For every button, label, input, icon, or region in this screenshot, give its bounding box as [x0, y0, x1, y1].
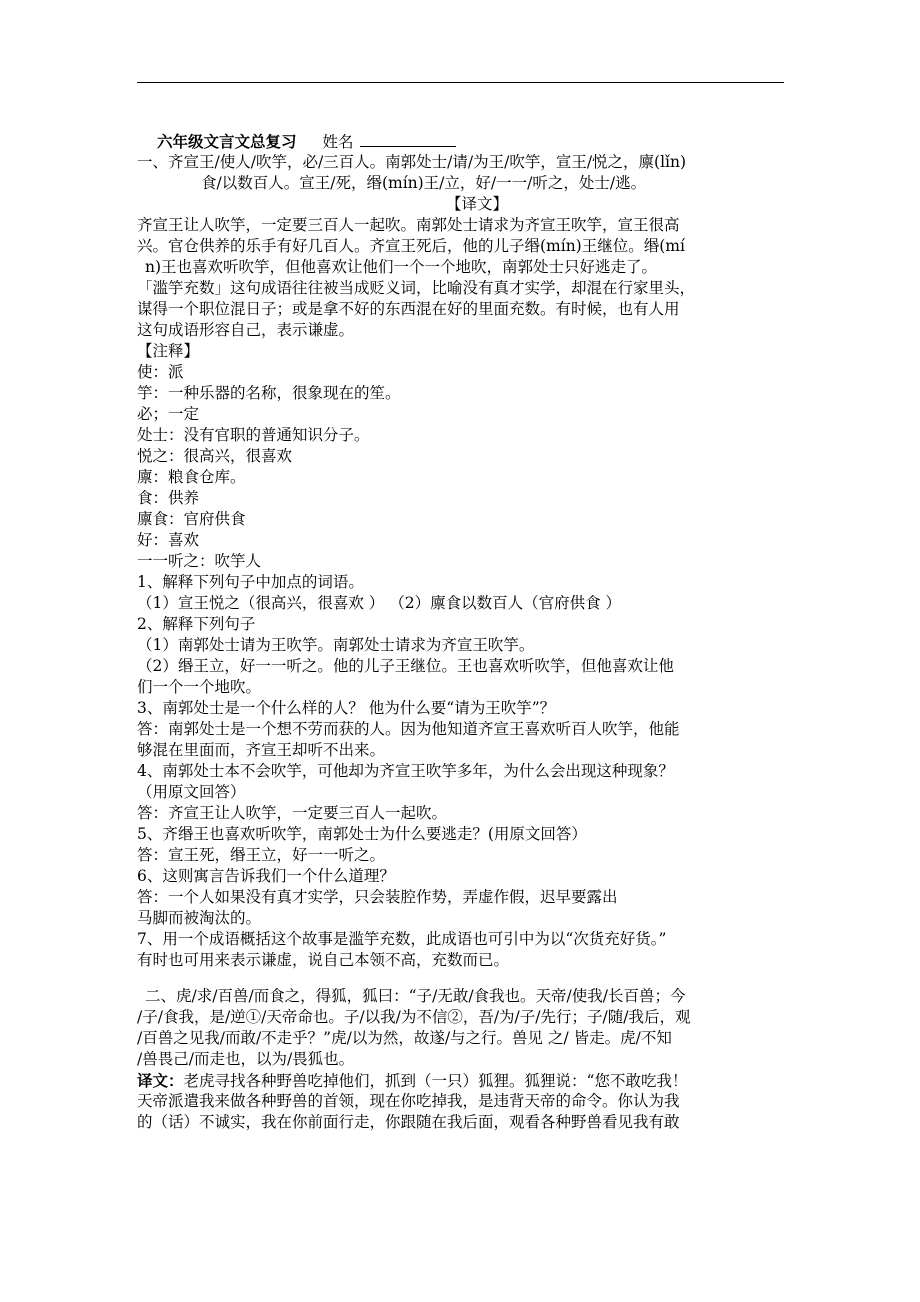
name-label: 姓名	[322, 133, 354, 151]
title-text: 六年级文言文总复习	[157, 132, 297, 151]
qa-line: （1）宣王悦之（很高兴，很喜欢 ） （2）廪食以数百人（官府供食 ）	[137, 594, 622, 612]
note-item: 竽：一种乐器的名称，很象现在的笙。	[137, 384, 401, 402]
translation-line: n)王也喜欢听吹竽，但他喜欢让他们一个一个地吹，南郭处士只好逃走了。	[145, 258, 658, 276]
notes-heading: 【注释】	[137, 342, 200, 360]
qa-line: 6、这则寓言告诉我们一个什么道理？	[137, 867, 395, 885]
qa-line: 答：一个人如果没有真才实学，只会装腔作势，弄虚作假，迟早要露出	[137, 888, 618, 906]
section1-text-line-2: 食/以数百人。宣王/死，缗(mín)王/立，好/一一/听之，处士/逃。	[201, 174, 647, 192]
note-item: 处士：没有官职的普通知识分子。	[137, 426, 370, 444]
note-item: 好：喜欢	[137, 531, 200, 549]
section-gap	[137, 971, 787, 986]
section2-text-line: /兽畏己/而走也，以为/畏狐也。	[137, 1050, 355, 1068]
translation-line: 「滥竽充数」这句成语往往被当成贬义词，比喻没有真才实学，却混在行家里头，	[137, 279, 696, 297]
qa-line: 们一个一个地吹。	[137, 678, 262, 696]
translation-heading: 【译文】	[445, 195, 508, 213]
note-item: 使：派	[137, 363, 184, 381]
qa-line: 7、用一个成语概括这个故事是滥竽充数，此成语也可引中为以“次货充好货。”	[137, 930, 667, 948]
section2-translation-line: 的（话）不诚实，我在你前面行走，你跟随在我后面，观看各种野兽看见我有敢	[137, 1113, 680, 1131]
qa-line: 1、解释下列句子中加点的词语。	[137, 573, 364, 591]
translation-line: 齐宣王让人吹竽，一定要三百人一起吹。南郭处士请求为齐宣王吹竽，宣王很高	[137, 216, 680, 234]
qa-line: （1）南郭处士请为王吹竽。南郭处士请求为齐宣王吹竽。	[137, 636, 535, 654]
section2-text-line: /子/食我，是/逆①/天帝命也。子/以我/为不信②，吾/为/子/先行；子/随/我后，观	[137, 1008, 691, 1026]
section2-translation-text: 老虎寻找各种野兽吃掉他们，抓到（一只）狐狸。狐狸说：“您不敢吃我！	[183, 1072, 688, 1090]
name-blank	[360, 132, 456, 147]
qa-line: 有时也可用来表示谦虚，说自己本领不高，充数而已。	[137, 951, 510, 969]
qa-line: 2、解释下列句子	[137, 615, 256, 633]
section2-translation-line: 天帝派遣我来做各种野兽的首领，现在你吃掉我，是违背天帝的命令。你认为我	[137, 1092, 680, 1110]
section2-translation-line	[137, 1070, 787, 1091]
header-rule	[137, 82, 784, 83]
section2-text-line: 二、虎/求/百兽/而食之，得狐，狐曰：“子/无敢/食我也。天帝/使我/长百兽；今	[145, 987, 686, 1005]
document-page	[137, 128, 787, 1133]
translation-line: 这句成语形容自己，表示谦虚。	[137, 321, 355, 339]
section1-text-line-1: 一、齐宣王/使人/吹竽，必/三百人。南郭处士/请/为王/吹竽，宣王/悦之，廪(lǐn)	[137, 153, 687, 171]
note-item: 必；一定	[137, 405, 200, 423]
note-item: 一一听之：吹竽人	[137, 552, 262, 570]
note-item: 廪：粮食仓库。	[137, 468, 246, 486]
qa-line: 答：南郭处士是一个想不劳而获的人。因为他知道齐宣王喜欢听百人吹竽，他能	[137, 720, 680, 738]
qa-line: 答：宣王死，缗王立，好一一听之。	[137, 846, 386, 864]
qa-line: 马脚而被淘汰的。	[137, 909, 262, 927]
translation-line: 兴。官仓供养的乐手有好几百人。齐宣王死后，他的儿子缗(mín)王继位。缗(mí	[137, 237, 685, 255]
qa-line: 4、南郭处士本不会吹竽，可他却为齐宣王吹竽多年，为什么会出现这种现象？	[137, 762, 674, 780]
note-item: 悦之：很高兴，很喜欢	[137, 447, 293, 465]
qa-line: （用原文回答）	[137, 783, 246, 801]
note-item: 廪食：官府供食	[137, 510, 246, 528]
qa-line: 够混在里面而，齐宣王却听不出来。	[137, 741, 386, 759]
translation-line: 谋得一个职位混日子；或是拿不好的东西混在好的里面充数。有时候，也有人用	[137, 300, 680, 318]
qa-line: （2）缗王立，好一一听之。他的儿子王继位。王也喜欢听吹竽，但他喜欢让他	[137, 657, 674, 675]
note-item: 食：供养	[137, 489, 200, 507]
section2-translation-label: 译文：	[137, 1071, 184, 1090]
section2-text-line: /百兽之见我/而敢/不走乎？”虎/以为然，故遂/与之行。兽见 之/ 皆走。虎/不知	[137, 1029, 672, 1047]
qa-line: 3、南郭处士是一个什么样的人？ 他为什么要“请为王吹竽”？	[137, 699, 556, 717]
qa-line: 答：齐宣王让人吹竽，一定要三百人一起吹。	[137, 804, 448, 822]
worksheet-title	[137, 131, 787, 152]
qa-line: 5、齐缗王也喜欢听吹竽，南郭处士为什么要逃走？(用原文回答）	[137, 825, 587, 843]
